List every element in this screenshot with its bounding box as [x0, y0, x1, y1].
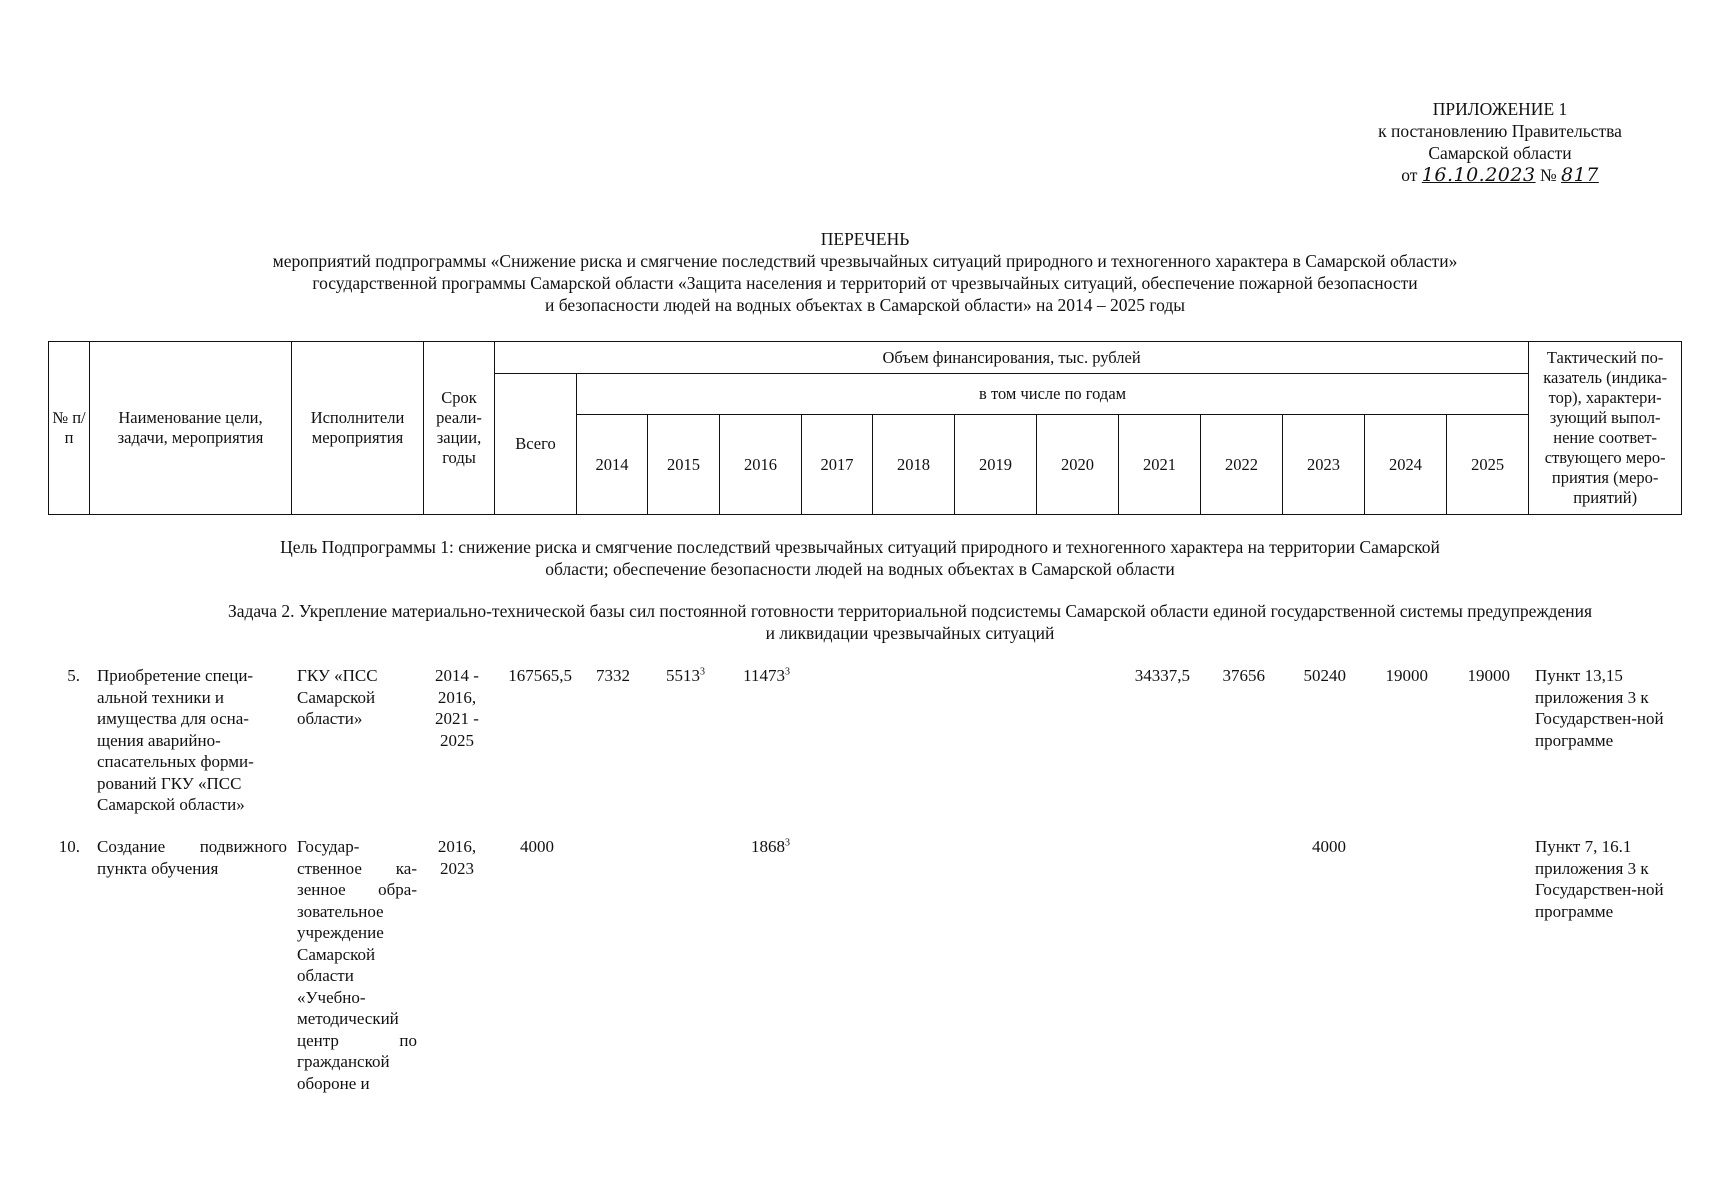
value-text: 11473 — [743, 666, 785, 685]
title-line-3: и безопасности людей на водных объектах в Самарской области» на 2014 – 2025 годы — [544, 295, 1186, 315]
header-year-2022: 2022 — [1201, 415, 1283, 515]
row-activity-name: Приобретение специ-альной техники и имущества для осна-щения аварийно-спасательных форми-рований ГКУ «ПСС Самарской области» — [97, 666, 254, 814]
footnote-mark: 3 — [785, 837, 790, 849]
header-executors: Исполнители мероприятия — [292, 342, 424, 515]
document-title — [100, 228, 1630, 316]
header-num: № п/п — [49, 342, 90, 515]
header-year-2021: 2021 — [1119, 415, 1201, 515]
date-prefix: от — [1401, 165, 1418, 185]
header-funding: Объем финансирования, тыс. рублей — [495, 342, 1529, 374]
handwritten-date: 16.10.2023 — [1421, 164, 1536, 186]
header-year-2018: 2018 — [873, 415, 955, 515]
title-line-1: мероприятий подпрограммы «Снижение риска и смягчение последствий чрезвычайных ситуаций природного и техногенного характера в Самарской области» — [272, 251, 1458, 271]
task-line-1: Задача 2. Укрепление материально-технической базы сил постоянной готовности территориальной подсистемы Самарской области единой государственной системы предупреждения — [227, 601, 1592, 621]
value-text: 5513 — [666, 666, 700, 685]
task-line-2: и ликвидации чрезвычайных ситуаций — [765, 623, 1055, 643]
header-year-2023: 2023 — [1283, 415, 1365, 515]
goal-line-2: области; обеспечение безопасности людей на водных объектах в Самарской области — [545, 559, 1175, 579]
row-value-2023: 50240 — [1303, 666, 1346, 685]
header-year-2019: 2019 — [955, 415, 1037, 515]
appendix-title: ПРИЛОЖЕНИЕ 1 — [1432, 99, 1568, 119]
header-year-2020: 2020 — [1037, 415, 1119, 515]
row-number: 10. — [58, 837, 80, 856]
value-text: 1868 — [751, 837, 785, 856]
row-executor: Государ-ственное ка-зенное обра-зовательное учреждение Самарской области «Учебно-методический центр по гражданской обороне и — [297, 837, 417, 1093]
header-term: Срок реали-зации, годы — [424, 342, 495, 515]
goal-line-1: Цель Подпрограммы 1: снижение риска и смягчение последствий чрезвычайных ситуаций природного и техногенного характера на территории Самарской — [280, 537, 1440, 557]
header-name: Наименование цели, задачи, мероприятия — [90, 342, 292, 515]
row-total: 4000 — [520, 837, 554, 856]
header-year-2017: 2017 — [802, 415, 873, 515]
title-heading: ПЕРЕЧЕНЬ — [820, 229, 910, 249]
handwritten-number: 817 — [1561, 164, 1599, 186]
row-number: 5. — [67, 666, 80, 685]
row-executor: ГКУ «ПСС Самарской области» — [297, 666, 378, 728]
row-value-2023: 4000 — [1312, 837, 1346, 856]
row-value-2024: 19000 — [1385, 666, 1428, 685]
row-activity-name: Создание подвижного пункта обучения — [97, 837, 287, 878]
footnote-mark: 3 — [700, 666, 705, 678]
row-indicator: Пункт 13,15 приложения 3 к Государствен-ной программе — [1535, 666, 1664, 750]
row-value-2015 — [640, 665, 705, 687]
row-total: 167565,5 — [508, 666, 572, 685]
subprogram-goal — [150, 536, 1570, 580]
header-indicator: Тактический по-казатель (индика-тор), характери-зующий выпол-нение соответ-ствующего меро-приятия (меро-приятий) — [1529, 342, 1682, 515]
row-term: 2016, 2023 — [437, 837, 477, 878]
header-year-2016: 2016 — [720, 415, 802, 515]
title-line-2: государственной программы Самарской области «Защита населения и территорий от чрезвычайных ситуаций, обеспечение пожарной безопасности — [312, 273, 1418, 293]
header-year-2014: 2014 — [577, 415, 648, 515]
row-term: 2014 - 2016, 2021 - 2025 — [435, 666, 479, 750]
header-total: Всего — [495, 374, 577, 515]
task-heading — [150, 600, 1670, 644]
funding-table-header — [48, 341, 1682, 515]
appendix-region-line: Самарской области — [1428, 143, 1572, 163]
appendix-ref-line: к постановлению Правительства — [1378, 121, 1622, 141]
footnote-mark: 3 — [785, 666, 790, 678]
header-year-2024: 2024 — [1365, 415, 1447, 515]
row-indicator: Пункт 7, 16.1 приложения 3 к Государствен-ной программе — [1535, 837, 1664, 921]
row-value-2014: 7332 — [596, 666, 630, 685]
row-value-2021: 34337,5 — [1134, 666, 1190, 685]
header-year-2025: 2025 — [1447, 415, 1529, 515]
header-year-2015: 2015 — [648, 415, 720, 515]
number-prefix: № — [1539, 165, 1557, 185]
header-by-years: в том числе по годам — [577, 374, 1529, 415]
row-value-2016 — [718, 665, 790, 687]
row-value-2022: 37656 — [1222, 666, 1265, 685]
row-value-2025: 19000 — [1467, 666, 1510, 685]
appendix-date-line — [1330, 164, 1670, 186]
row-value-2016 — [718, 836, 790, 858]
appendix-block — [1330, 98, 1670, 186]
